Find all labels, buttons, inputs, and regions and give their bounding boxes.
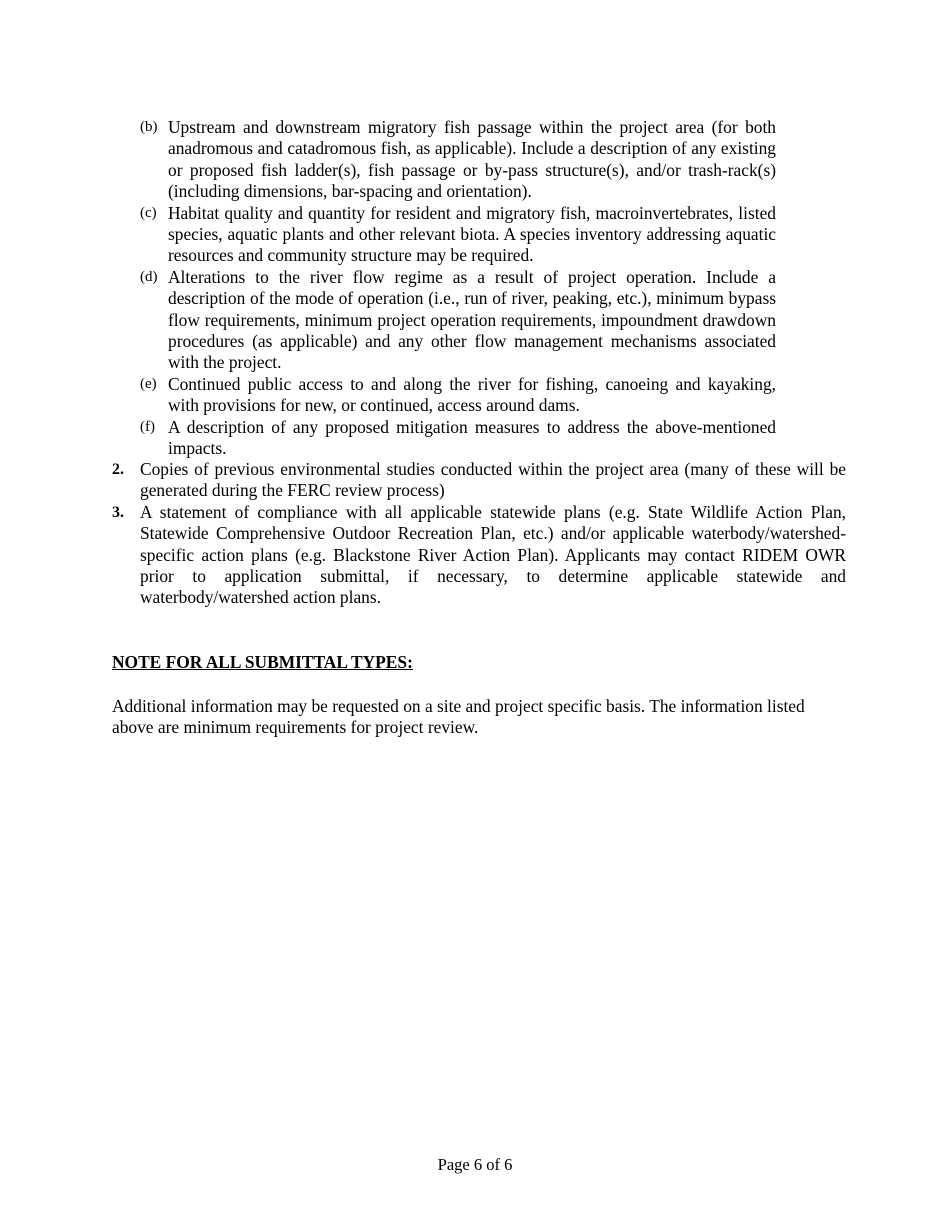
sub-item-text: Alterations to the river flow regime as a result of project operation. Include a description of the mode of operation (i.e., run of river, peaking, etc.), minimum bypass flow requirements, minimum project operation requirements, impoundment drawdown procedures (as applicable) and any other flow management mechanisms associated with the project. bbox=[168, 266, 776, 373]
sub-item-text: Continued public access to and along the river for fishing, canoeing and kayaking, with provisions for new, or continued, access around dams. bbox=[168, 373, 776, 416]
numbered-item-number: 3. bbox=[112, 503, 124, 521]
sub-item-c bbox=[140, 203, 776, 267]
sub-item-b bbox=[140, 117, 776, 203]
sub-item-letter: (d) bbox=[140, 268, 158, 285]
sub-item-f bbox=[140, 417, 776, 460]
note-heading: NOTE FOR ALL SUBMITTAL TYPES: bbox=[112, 652, 413, 672]
numbered-item-number: 2. bbox=[112, 461, 124, 478]
sub-item-text: A description of any proposed mitigation measures to address the above-mentioned impacts. bbox=[168, 416, 776, 459]
sub-item-letter: (b) bbox=[140, 119, 158, 135]
sub-item-text: Upstream and downstream migratory fish passage within the project area (for both anadromous and catadromous fish, as applicable). Include a description of any existing or proposed fish ladder(s), fish passage or by-pass structure(s), and/or trash-rack(s) (including dimensions, bar-spacing and orientation). bbox=[168, 117, 776, 202]
sub-item-e bbox=[140, 374, 776, 417]
page-number: Page 6 of 6 bbox=[437, 1155, 513, 1174]
sub-item-list bbox=[140, 117, 776, 460]
sub-item-letter: (c) bbox=[140, 204, 157, 221]
sub-item-text: Habitat quality and quantity for resident and migratory fish, macroinvertebrates, listed species, aquatic plants and other relevant biota. A species inventory addressing aquatic resources and community structure may be required. bbox=[168, 202, 776, 266]
numbered-item-2 bbox=[112, 459, 846, 502]
numbered-item-text: Copies of previous environmental studies conducted within the project area (many of these will be generated during the FERC review process) bbox=[140, 459, 846, 501]
sub-item-d bbox=[140, 267, 776, 374]
note-body: Additional information may be requested on a site and project specific basis. The information listed above are minimum requirements for project review. bbox=[112, 696, 805, 738]
numbered-item-3 bbox=[112, 502, 846, 609]
sub-item-letter: (e) bbox=[140, 375, 157, 392]
sub-item-letter: (f) bbox=[140, 418, 155, 435]
numbered-item-text: A statement of compliance with all applicable statewide plans (e.g. State Wildlife Action Plan, Statewide Comprehensive Outdoor Recreation Plan, etc.) and/or applicable waterbody/watershed-specific action plans (e.g. Blackstone River Action Plan). Applicants may contact RIDEM OWR prior to application submittal, if necessary, to determine applicable statewide and waterbody/watershed action plans. bbox=[140, 501, 846, 608]
numbered-list bbox=[112, 459, 846, 609]
